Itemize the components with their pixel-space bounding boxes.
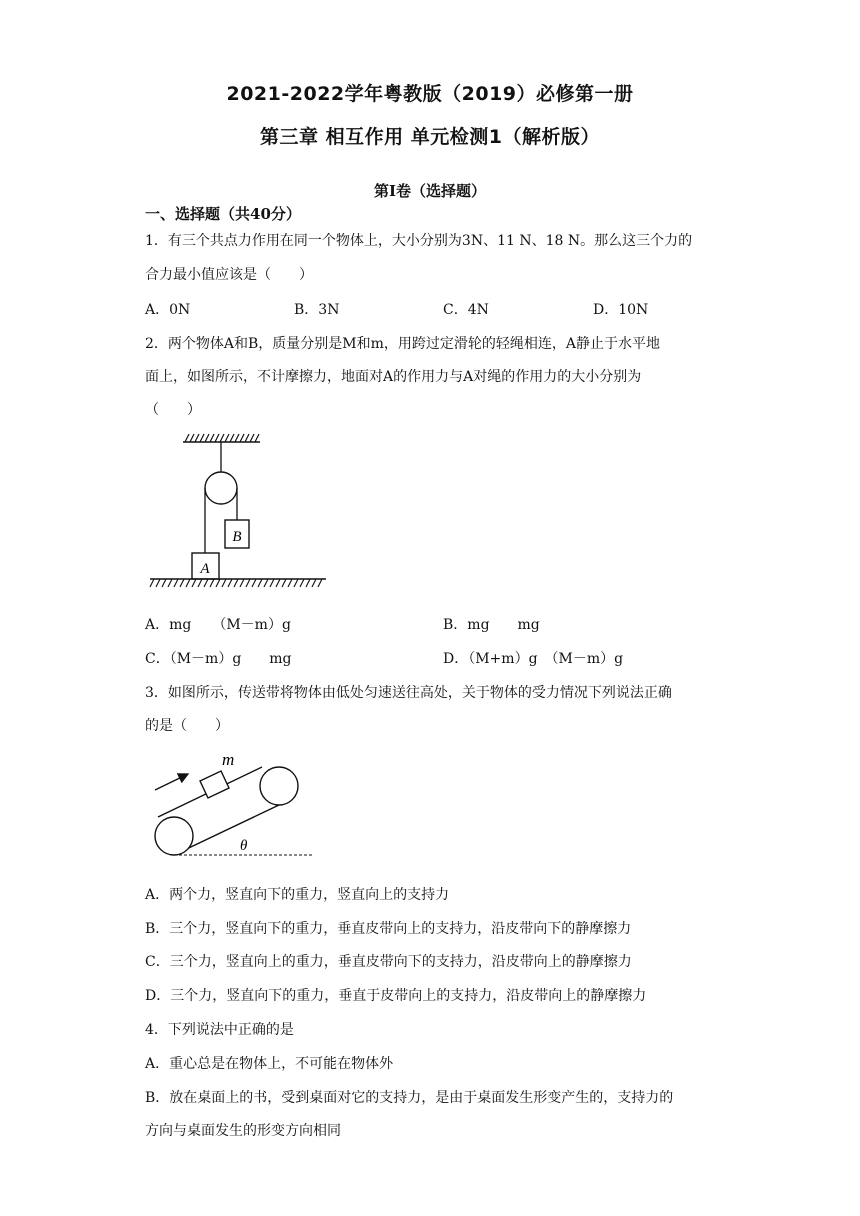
conveyor-belt-figure: [150, 745, 320, 860]
q1-option-c: C．4N: [443, 302, 489, 318]
q2-option-a: A．mg （M－m）g: [145, 617, 291, 633]
q1-stem-line-2: 合力最小值应该是（ ）: [145, 267, 313, 283]
angle-label: θ: [240, 838, 248, 854]
q1-option-a: A．0N: [145, 302, 191, 318]
q1-option-d: D．10N: [593, 302, 649, 318]
q1-stem-line-1: 1．有三个共点力作用在同一个物体上，大小分别为3N、11 N、18 N。那么这三个力的: [145, 233, 693, 249]
title-line-2: 第三章 相互作用 单元检测1（解析版）: [260, 126, 600, 148]
q3-option-c: C．三个力，竖直向上的重力，垂直皮带向下的支持力，沿皮带向上的静摩擦力: [145, 954, 632, 970]
q4-option-a: A．重心总是在物体上，不可能在物体外: [145, 1056, 394, 1072]
q4-stem-line-1: 4．下列说法中正确的是: [145, 1022, 294, 1038]
q3-option-d: D．三个力，竖直向下的重力，垂直于皮带向上的支持力，沿皮带向上的静摩擦力: [145, 988, 647, 1004]
section-heading: 一、选择题（共40分）: [145, 205, 301, 223]
q3-stem-line-1: 3．如图所示，传送带将物体由低处匀速送往高处，关于物体的受力情况下列说法正确: [145, 685, 672, 701]
mass-label: m: [222, 750, 235, 769]
q3-option-b: B．三个力，竖直向下的重力，垂直皮带向上的支持力，沿皮带向下的静摩擦力: [145, 921, 632, 937]
q2-option-b: B．mg mg: [443, 617, 540, 633]
q1-option-b: B．3N: [294, 302, 340, 318]
block-a-label: A: [200, 561, 210, 577]
pulley-figure: [148, 432, 338, 597]
q3-stem-line-2: 的是（ ）: [145, 718, 229, 734]
q3-option-a: A．两个力，竖直向下的重力，竖直向上的支持力: [145, 887, 450, 903]
block-b-label: B: [232, 529, 242, 545]
q4-option-b: B．放在桌面上的书，受到桌面对它的支持力，是由于桌面发生形变产生的，支持力的: [145, 1090, 674, 1106]
q4-option-b-continued: 方向与桌面发生的形变方向相同: [145, 1123, 341, 1139]
q2-stem-line-3: （ ）: [145, 402, 201, 418]
q2-option-d: D．（M+m）g （M－m）g: [443, 651, 624, 667]
q2-option-c: C．（M－m）g mg: [145, 651, 292, 667]
volume-heading: 第Ⅰ卷（选择题）: [373, 182, 487, 200]
q2-stem-line-1: 2．两个物体A和B，质量分别是M和m，用跨过定滑轮的轻绳相连，A静止于水平地: [145, 336, 661, 352]
title-line-1: 2021-2022学年粤教版（2019）必修第一册: [226, 83, 634, 105]
q2-stem-line-2: 面上，如图所示，不计摩擦力，地面对A的作用力与A对绳的作用力的大小分别为: [145, 369, 642, 385]
